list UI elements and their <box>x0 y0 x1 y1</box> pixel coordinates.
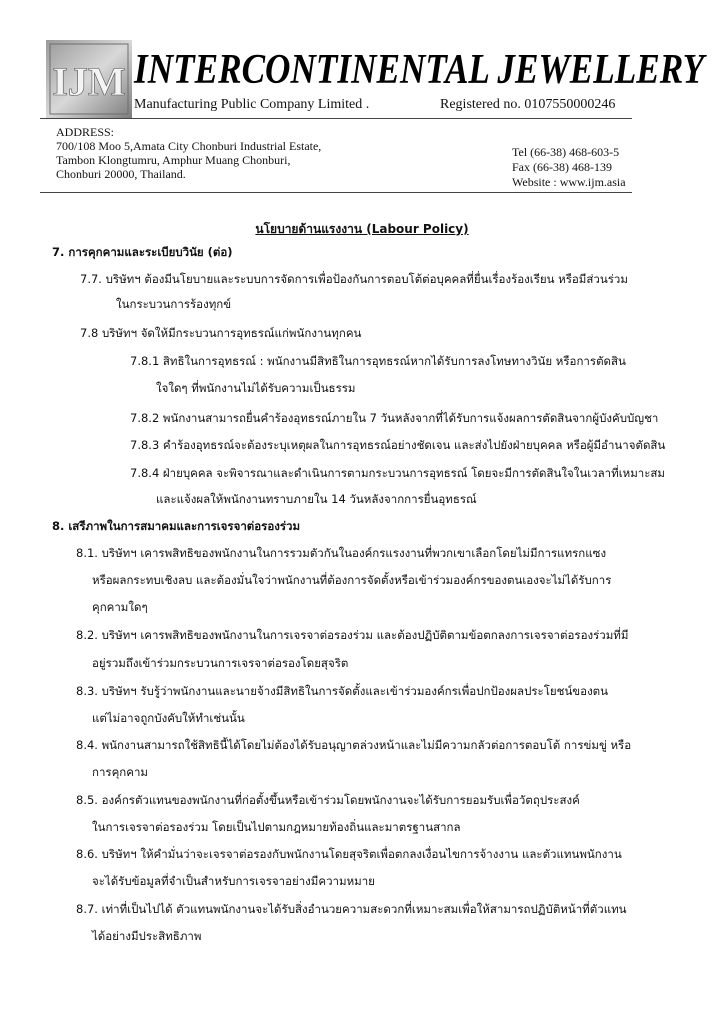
clause-7-8-2: 7.8.2 พนักงานสามารถยื่นคำร้องอุทธรณ์ภายใน 7 วันหลังจากที่ได้รับการแจ้งผลการตัดสินจากผู้บังคับบัญชา <box>130 411 659 425</box>
contact-block <box>512 145 626 190</box>
clause-8-5-cont: ในการเจรจาต่อรองร่วม โดยเป็นไปตามกฎหมายท้องถิ่นและมาตรฐานสากล <box>92 820 461 834</box>
clause-7-8: 7.8 บริษัทฯ จัดให้มีกระบวนการอุทธรณ์แก่พนักงานทุกคน <box>80 326 362 340</box>
clause-8-2-cont: อยู่รวมถึงเข้าร่วมกระบวนการเจรจาต่อรองโดยสุจริต <box>92 656 349 670</box>
section-heading-7: 7. การคุกคามและระเบียบวินัย (ต่อ) <box>52 245 233 259</box>
clause-7-8-4: 7.8.4 ฝ่ายบุคคล จะพิจารณาและดำเนินการตามกระบวนการอุทธรณ์ โดยจะมีการตัดสินใจในเวลาที่เหมาะสม <box>130 466 666 480</box>
clause-8-3-cont: แต่ไม่อาจถูกบังคับให้ทำเช่นนั้น <box>92 711 245 725</box>
address-divider <box>40 192 632 193</box>
address-line: ADDRESS: <box>56 125 115 139</box>
company-logo <box>46 40 132 118</box>
document-title: นโยบายด้านแรงงาน (Labour Policy) <box>255 222 469 236</box>
clause-8-5: 8.5. องค์กรตัวแทนของพนักงานที่ก่อตั้งขึ้นหรือเข้าร่วมโดยพนักงานจะได้รับการยอมรับเพื่อวัตถุประสงค์ <box>76 793 580 807</box>
clause-8-7-cont: ได้อย่างมีประสิทธิภาพ <box>92 929 202 943</box>
clause-7-8-4-cont: และแจ้งผลให้พนักงานทราบภายใน 14 วันหลังจากการยื่นอุทธรณ์ <box>156 492 477 506</box>
address-line: Tambon Klongtumru, Amphur Muang Chonburi, <box>56 153 291 167</box>
clause-8-4: 8.4. พนักงานสามารถใช้สิทธินี้ได้โดยไม่ต้องได้รับอนุญาตล่วงหน้าและไม่มีความกลัวต่อการตอบโต้ การข่มขู่ หรือ <box>76 738 632 752</box>
clause-8-1-cont: หรือผลกระทบเชิงลบ และต้องมั่นใจว่าพนักงานที่ต้องการจัดตั้งหรือเข้าร่วมองค์กรของตนเองจะไม่ได้รับการ <box>92 573 612 587</box>
clause-7-8-1-cont: ใจใดๆ ที่พนักงานไม่ได้รับความเป็นธรรม <box>156 381 356 395</box>
clause-8-7: 8.7. เท่าที่เป็นไปได้ ตัวแทนพนักงานจะได้รับสิ่งอำนวยความสะดวกที่เหมาะสมเพื่อให้สามารถปฏิบัติหน้าที่ตัวแทน <box>76 902 627 916</box>
phone: Tel (66-38) 468-603-5 <box>512 145 620 159</box>
website: Website : www.ijm.asia <box>512 175 626 189</box>
clause-7-8-1: 7.8.1 สิทธิในการอุทธรณ์ : พนักงานมีสิทธิในการอุทธรณ์หากได้รับการลงโทษทางวินัย หรือการตัดสิน <box>130 354 626 368</box>
clause-8-1: 8.1. บริษัทฯ เคารพสิทธิของพนักงานในการรวมตัวกันในองค์กรแรงงานที่พวกเขาเลือกโดยไม่มีการแทรกแซง <box>76 546 607 560</box>
address-block <box>56 125 321 181</box>
clause-7-7-cont: ในกระบวนการร้องทุกข์ <box>116 297 232 311</box>
clause-8-6: 8.6. บริษัทฯ ให้คำมั่นว่าจะเจรจาต่อรองกับพนักงานโดยสุจริตเพื่อตกลงเงื่อนไขการจ้างงาน และตัวแทนพนักงาน <box>76 847 622 861</box>
clause-7-7: 7.7. บริษัทฯ ต้องมีนโยบายและระบบการจัดการเพื่อป้องกันการตอบโต้ต่อบุคคลที่ยื่นเรื่องร้องเรียน หรือมีส่วนร่วม <box>80 272 628 286</box>
clause-8-3: 8.3. บริษัทฯ รับรู้ว่าพนักงานและนายจ้างมีสิทธิในการจัดตั้งและเข้าร่วมองค์กรเพื่อปกป้องผลประโยชน์ของตน <box>76 684 609 698</box>
ijm-logo-icon <box>46 40 132 118</box>
section-heading-8: 8. เสรีภาพในการสมาคมและการเจรจาต่อรองร่วม <box>52 519 301 533</box>
fax: Fax (66-38) 468-139 <box>512 160 612 174</box>
clause-7-8-3: 7.8.3 คำร้องอุทธรณ์จะต้องระบุเหตุผลในการอุทธรณ์อย่างชัดเจน และส่งไปยังฝ่ายบุคคล หรือผู้มีอำนาจตัดสิน <box>130 438 666 452</box>
clause-8-6-cont: จะได้รับข้อมูลที่จำเป็นสำหรับการเจรจาอย่างมีความหมาย <box>92 874 375 888</box>
header-divider <box>40 118 632 119</box>
address-line: 700/108 Moo 5,Amata City Chonburi Industrial Estate, <box>56 139 322 153</box>
company-name: INTERCONTINENTAL JEWELLERY <box>134 47 705 93</box>
registration-number: Registered no. 0107550000246 <box>440 97 616 112</box>
address-line: Chonburi 20000, Thailand. <box>56 167 186 181</box>
clause-8-2: 8.2. บริษัทฯ เคารพสิทธิของพนักงานในการเจรจาต่อรองร่วม และต้องปฏิบัติตามข้อตกลงการเจรจาต่อรองร่วมที่มี <box>76 628 629 642</box>
company-subtitle: Manufacturing Public Company Limited . <box>134 97 370 112</box>
clause-8-4-cont: การคุกคาม <box>92 765 148 779</box>
logo-text: IJM <box>52 59 126 104</box>
clause-8-1-cont2: คุกคามใดๆ <box>92 600 148 614</box>
